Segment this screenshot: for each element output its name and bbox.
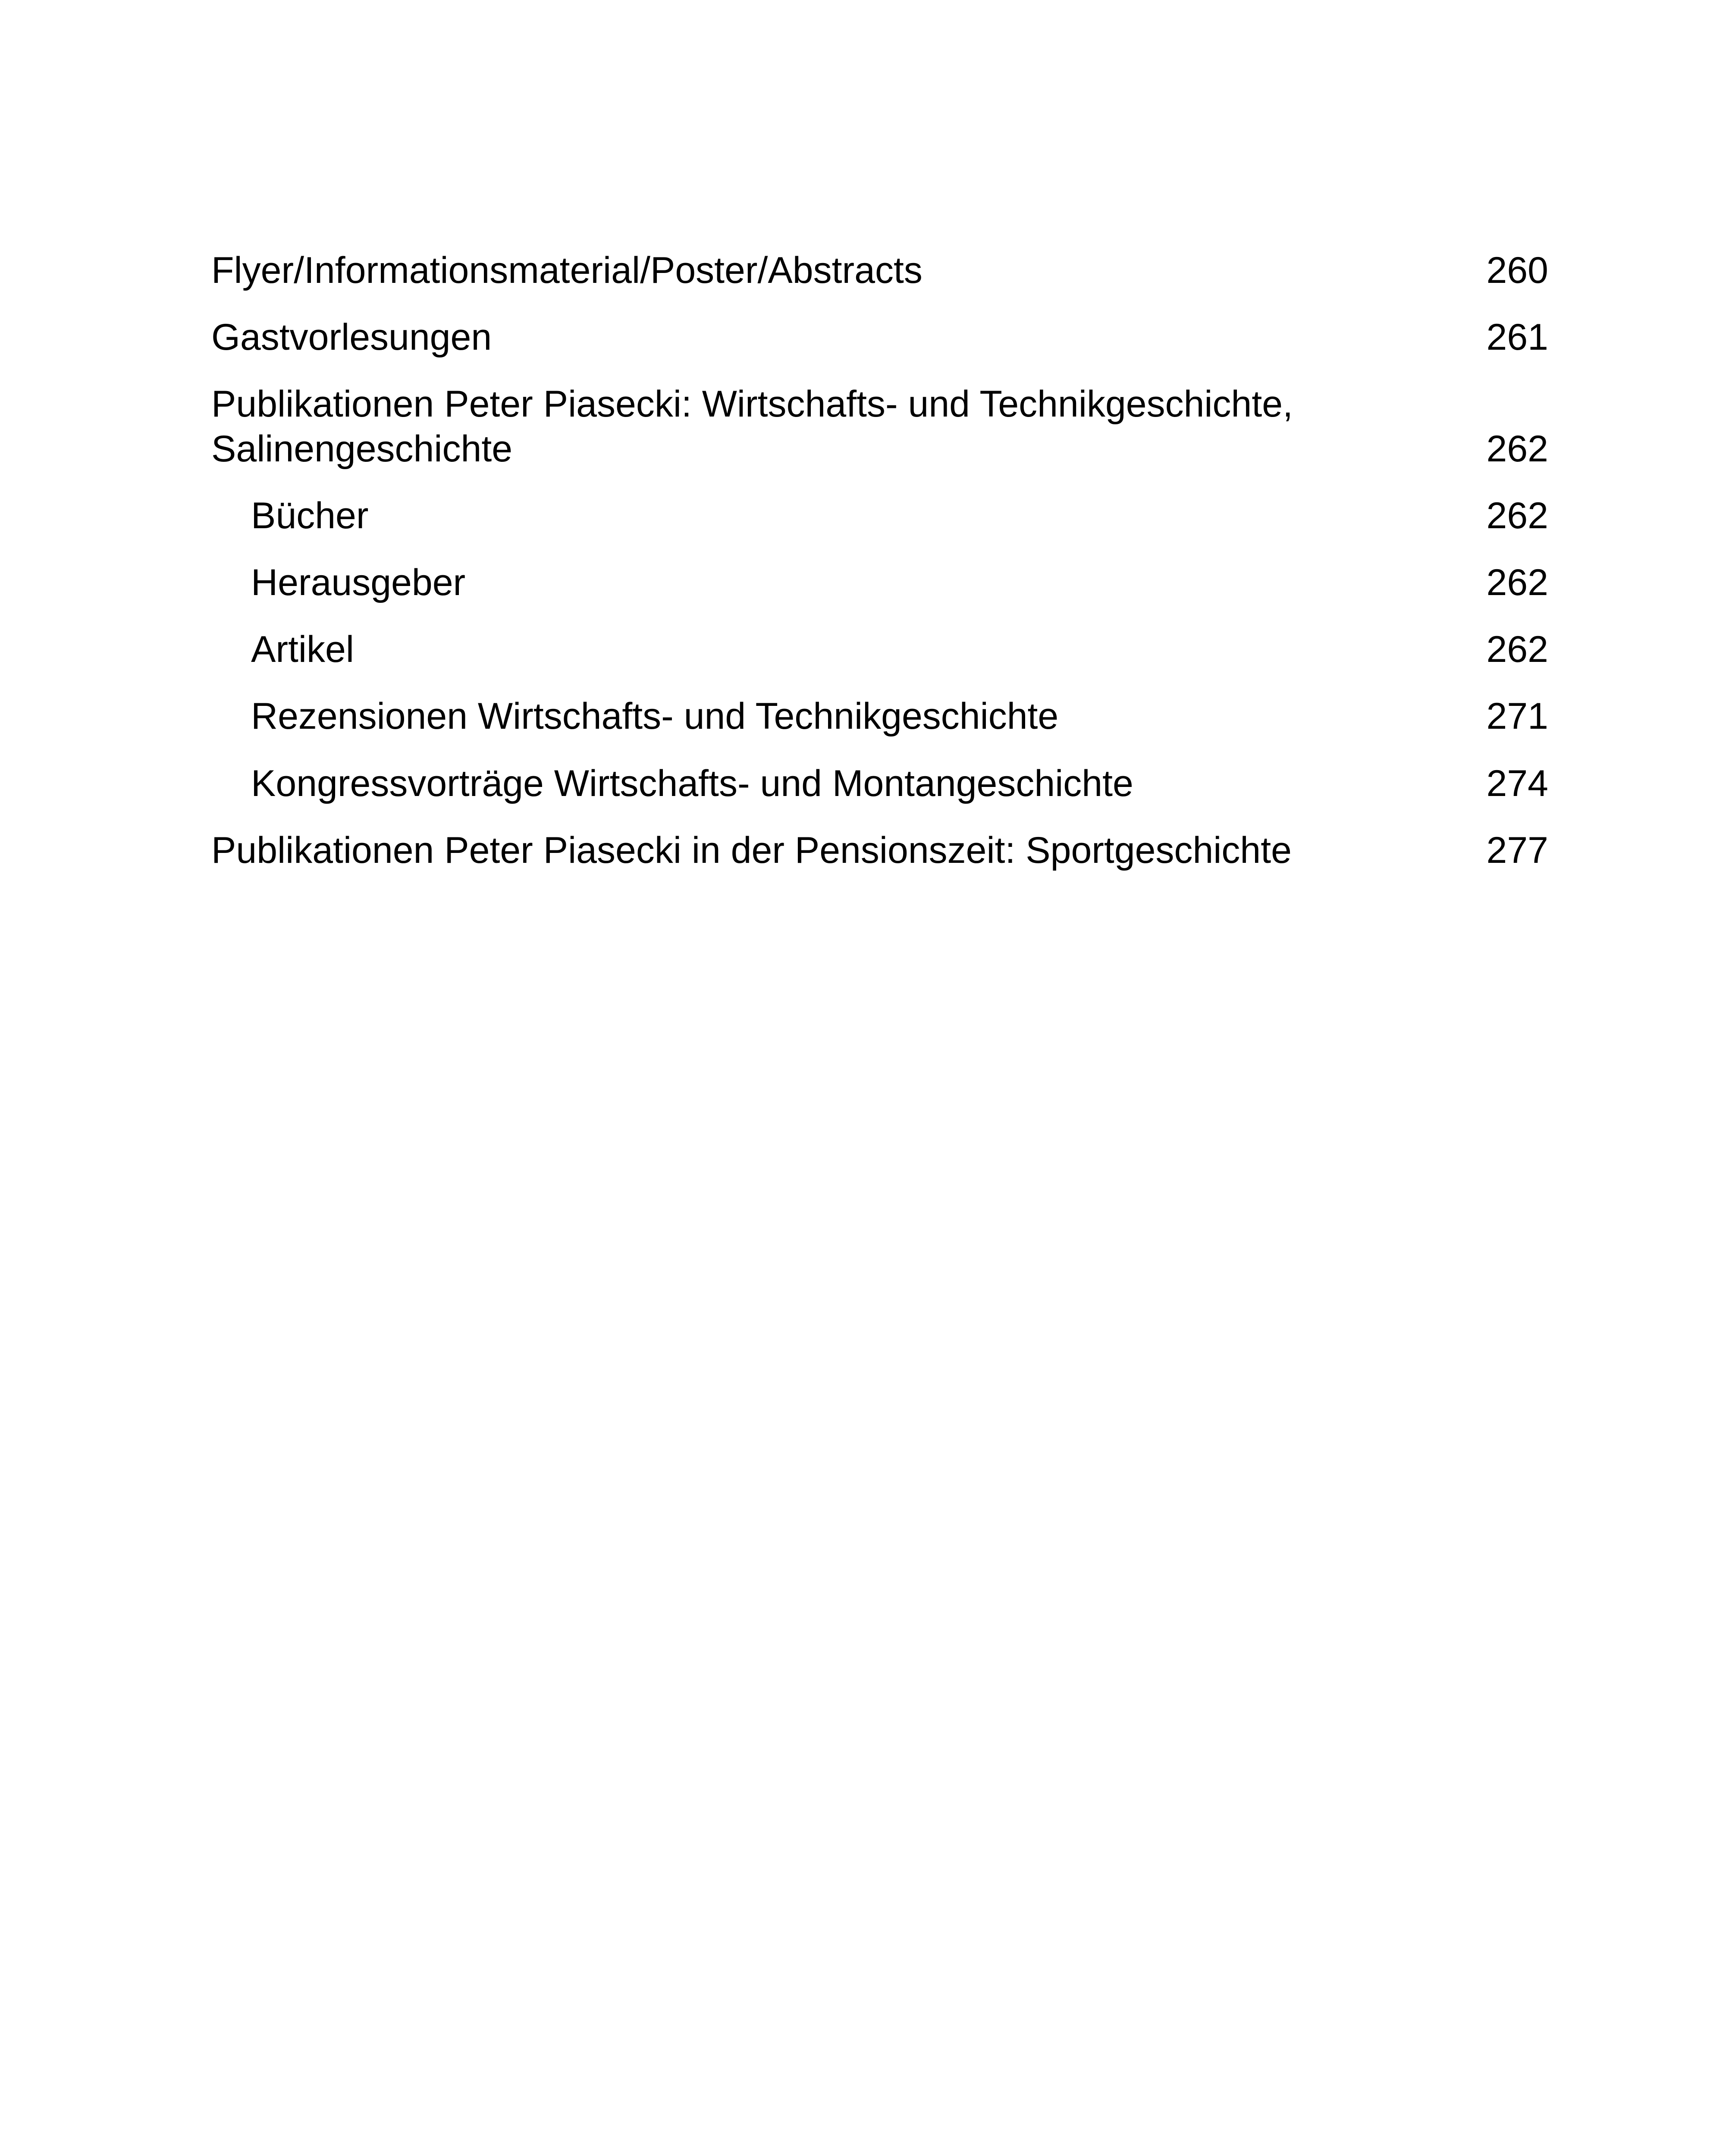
toc-entry-page-number: 262 bbox=[1486, 629, 1548, 671]
toc-entry-page-number: 261 bbox=[1486, 317, 1548, 358]
toc-entry[interactable] bbox=[211, 382, 1548, 471]
toc-entry-page-number: 262 bbox=[1486, 428, 1548, 470]
toc-entry-page-number: 271 bbox=[1486, 696, 1548, 737]
toc-entry-page-number: 260 bbox=[1486, 250, 1548, 291]
toc-entry[interactable] bbox=[211, 828, 1548, 873]
toc-entry-page-number: 262 bbox=[1486, 495, 1548, 536]
toc-subentry[interactable] bbox=[211, 627, 1548, 672]
toc-entry-page-number: 277 bbox=[1486, 829, 1548, 871]
toc-entry-title: Flyer/Informationsmaterial/Poster/Abstracts bbox=[211, 250, 922, 291]
toc-subentry[interactable] bbox=[211, 694, 1548, 739]
toc-subentry[interactable] bbox=[211, 561, 1548, 605]
toc-entry-title: Kongressvorträge Wirtschafts- und Montangeschichte bbox=[251, 762, 1133, 804]
toc-entry-title: Rezensionen Wirtschafts- und Technikgeschichte bbox=[251, 696, 1059, 737]
toc-entry-title: Publikationen Peter Piasecki in der Pensionszeit: Sportgeschichte bbox=[211, 829, 1292, 871]
toc-entry-page-number: 262 bbox=[1486, 561, 1548, 603]
toc-entry-title: Artikel bbox=[251, 629, 354, 671]
toc-entry-title: Gastvorlesungen bbox=[211, 317, 492, 358]
toc-entry-title: Herausgeber bbox=[251, 561, 466, 603]
toc-entry[interactable] bbox=[211, 315, 1548, 360]
toc-subentry[interactable] bbox=[211, 761, 1548, 806]
toc-subentry[interactable] bbox=[211, 494, 1548, 538]
toc-entry-title: Publikationen Peter Piasecki: Wirtschafts- und Technikgeschichte, Salinengeschichte bbox=[211, 383, 1293, 470]
table-of-contents bbox=[211, 248, 1548, 873]
toc-entry-title: Bücher bbox=[251, 495, 369, 536]
toc-entry[interactable] bbox=[211, 248, 1548, 293]
toc-entry-page-number: 274 bbox=[1486, 762, 1548, 804]
